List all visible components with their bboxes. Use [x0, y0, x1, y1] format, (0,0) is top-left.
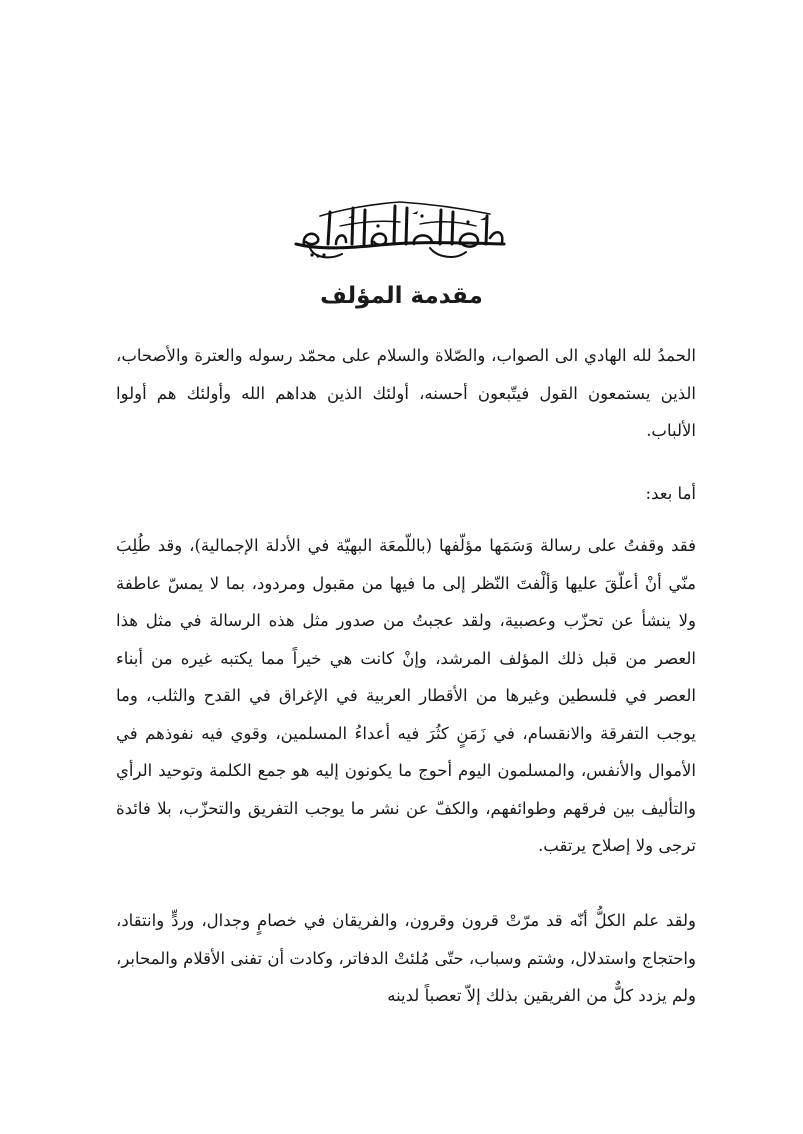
- basmala-calligraphy: [290, 198, 510, 262]
- paragraph-closing: [116, 902, 696, 1015]
- basmala-calligraphy-image: [290, 198, 510, 262]
- paragraph-text: الحمدُ لله الهادي الى الصواب، والصّلاة والسلام على محمّد رسوله والعترة والأصحاب، الذين يستمعون القول فيتّبعون أحسنه، أولئك الذين هداهم الله وأولئك هم أولوا الألباب.: [116, 346, 696, 440]
- paragraph-text: فقد وقفتُ على رسالة وَسَمَها مؤلّفها (باللّمعَة البهيّة في الأدلة الإجمالية)، وقد طُلِبَ منّي أنْ أعلّقَ عليها وَألْفتَ النّظر إلى ما فيها من مقبول ومردود، بما لا يمسّ عاطفة ولا ينشأ عن تحزّب وعصبية، ولقد عجبتُ من صدور مثل هذه الرسالة في مثل هذا العصر من قبل ذلك المؤلف المرشد، وإنْ كانت هي خيراً مما يكتبه غيره من أبناء العصر في فلسطين وغيرها من الأقطار العربية في الإغراق في القدح والثلب، وما يوجب التفرقة والانقسام، في زَمَنٍ كثُرَ فيه أعداءُ المسلمين، وقوي فيه نفوذهم في الأموال والأنفس، والمسلمون اليوم أحوج ما يكونون إليه هو جمع الكلمة وتوحيد الرأي والتأليف بين فرقهم وطوائفهم، والكفّ عن نشر ما يوجب التفريق والتحزّب، بلا فائدة ترجى ولا إصلاح يرتقب.: [116, 536, 696, 855]
- paragraph-text: ولقد علم الكلُّ أنّه قد مرّتْ قرون وقرون، والفريقان في خصامٍ وجدال، وردٍّ وانتقاد، واحتجاج واستدلال، وشتم وسباب، حتّى مُلئتْ الدفاتر، وكادت أن تفنى الأقلام والمحابر، ولم يزدد كلٌّ من الفريقين بذلك إلاّ تعصباً لدينه: [116, 911, 696, 1005]
- paragraph-text: أما بعد:: [645, 484, 696, 503]
- paragraph-main: [116, 527, 696, 865]
- paragraph-opening: [116, 337, 696, 450]
- page-title: مقدمة المؤلف: [320, 283, 483, 309]
- paragraph-amma-bad: [116, 475, 696, 513]
